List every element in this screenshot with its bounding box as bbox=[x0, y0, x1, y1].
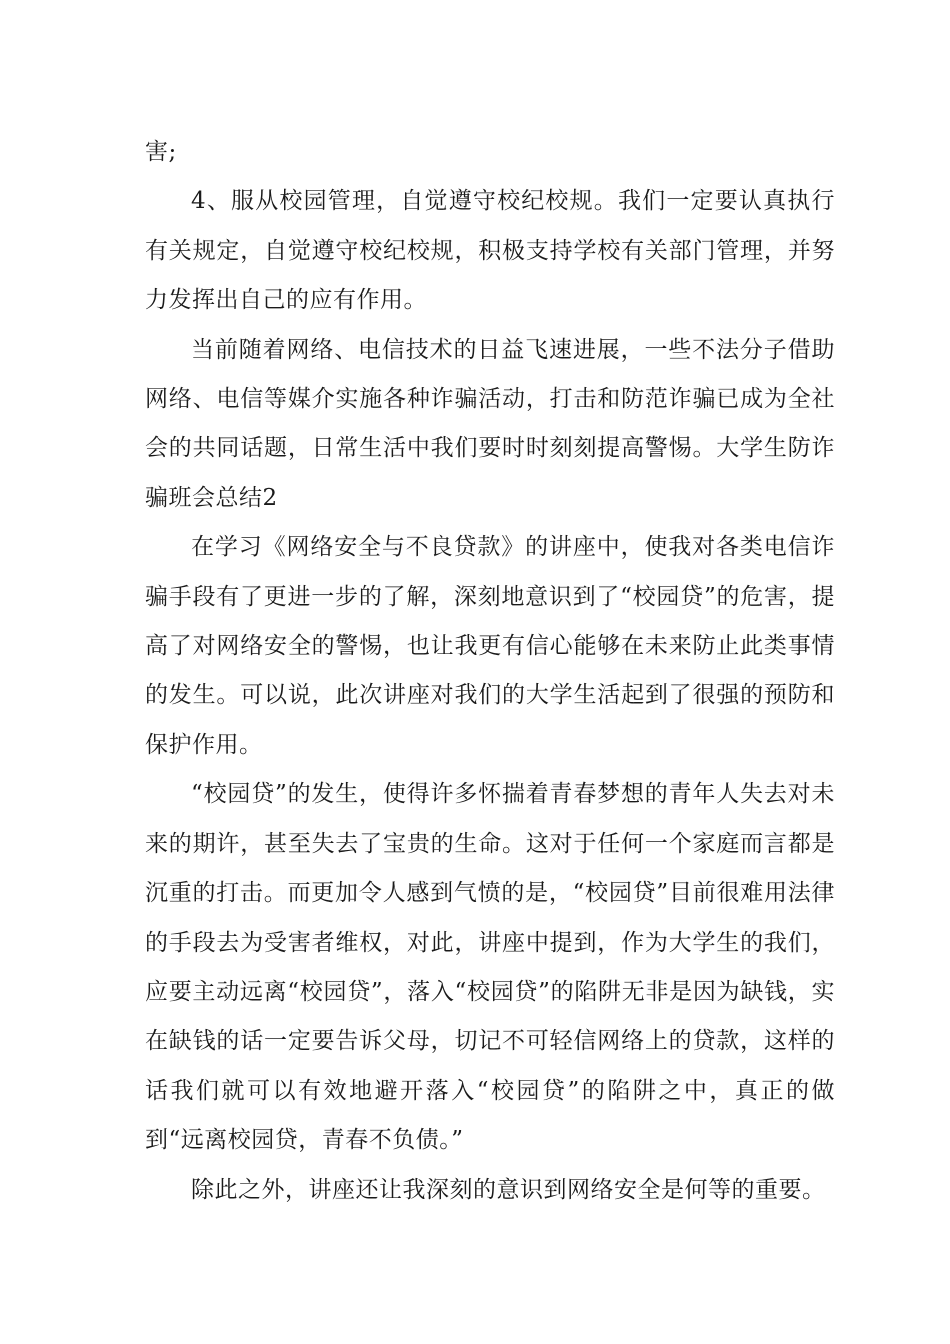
paragraph-campus-rules: 4、服从校园管理，自觉遵守校纪校规。我们一定要认真执行有关规定，自觉遵守校纪校规，积极支持学校有关部门管理，并努力发挥出自己的应有作用。 bbox=[145, 188, 835, 314]
paragraph-campus-loan: “校园贷”的发生，使得许多怀揣着青春梦想的青年人失去对未来的期许，甚至失去了宝贵的生命。这对于任何一个家庭而言都是沉重的打击。而更加令人感到气愤的是，“校园贷”目前很难用法律的手段去为受害者维权，对此，讲座中提到，作为大学生的我们，应要主动远离“校园贷”，落入“校园贷”的陷阱无非是因为缺钱，实在缺钱的话一定要告诉父母，切记不可轻信网络上的贷款，这样的话我们就可以有效地避开落入“校园贷”的陷阱之中，真正的做到“远离校园贷，青春不负债。” bbox=[145, 781, 835, 1154]
paragraph-lecture-summary: 在学习《网络安全与不良贷款》的讲座中，使我对各类电信诈骗手段有了更进一步的了解，深刻地意识到了“校园贷”的危害，提高了对网络安全的警惕，也让我更有信心能够在未来防止此类事情的发生。可以说，此次讲座对我们的大学生活起到了很强的预防和保护作用。 bbox=[145, 534, 835, 758]
paragraph-fragment: 害; bbox=[145, 139, 177, 165]
document-body bbox=[145, 128, 835, 1215]
paragraph-network-security: 除此之外，讲座还让我深刻的意识到网络安全是何等的重要。 bbox=[191, 1176, 826, 1203]
paragraph-fraud-awareness: 当前随着网络、电信技术的日益飞速进展，一些不法分子借助网络、电信等媒介实施各种诈骗活动，打击和防范诈骗已成为全社会的共同话题，日常生活中我们要时时刻刻提高警惕。大学生防诈骗班会总结2 bbox=[145, 336, 835, 511]
